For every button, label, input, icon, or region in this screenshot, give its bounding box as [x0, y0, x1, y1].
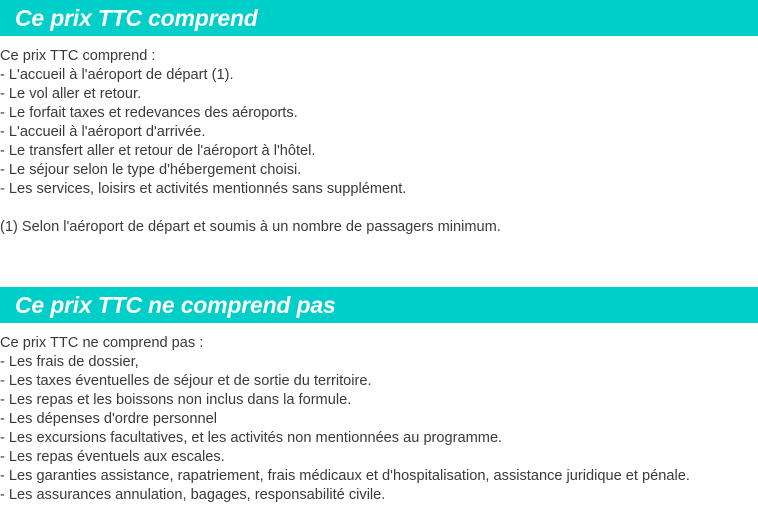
footnote: (1) Selon l'aéroport de départ et soumis à un nombre de passagers minimum. [0, 219, 501, 235]
list-item: - Les garanties assistance, rapatriement, frais médicaux et d'hospitalisation, assistance juridique et pénale. [0, 468, 690, 484]
list-item: - Les taxes éventuelles de séjour et de sortie du territoire. [0, 373, 372, 389]
list-item: - Le séjour selon le type d'hébergement choisi. [0, 162, 302, 178]
section-title-included: Ce prix TTC comprend [15, 5, 258, 31]
section-header-excluded [0, 287, 758, 323]
list-item: - Les repas et les boissons non inclus dans la formule. [0, 392, 352, 408]
section-body-excluded [0, 334, 758, 505]
section-header-included [0, 0, 758, 36]
list-item: - Les services, loisirs et activités mentionnés sans supplément. [0, 181, 407, 197]
list-item: - Les assurances annulation, bagages, responsabilité civile. [0, 487, 386, 503]
list-item: - Les frais de dossier, [0, 354, 139, 370]
list-item: - Le vol aller et retour. [0, 86, 142, 102]
section-title-excluded: Ce prix TTC ne comprend pas [15, 292, 336, 318]
list-item: - L'accueil à l'aéroport d'arrivée. [0, 124, 206, 140]
section-body-included [0, 47, 758, 237]
list-item: - Le transfert aller et retour de l'aéroport à l'hôtel. [0, 143, 316, 159]
section-intro: Ce prix TTC comprend : [0, 48, 156, 64]
list-item: - Les repas éventuels aux escales. [0, 449, 225, 465]
spacer [0, 199, 758, 218]
list-item: - L'accueil à l'aéroport de départ (1). [0, 67, 234, 83]
list-item: - Les excursions facultatives, et les activités non mentionnées au programme. [0, 430, 503, 446]
section-intro: Ce prix TTC ne comprend pas : [0, 335, 204, 351]
list-item: - Les dépenses d'ordre personnel [0, 411, 217, 427]
list-item: - Le forfait taxes et redevances des aéroports. [0, 105, 298, 121]
